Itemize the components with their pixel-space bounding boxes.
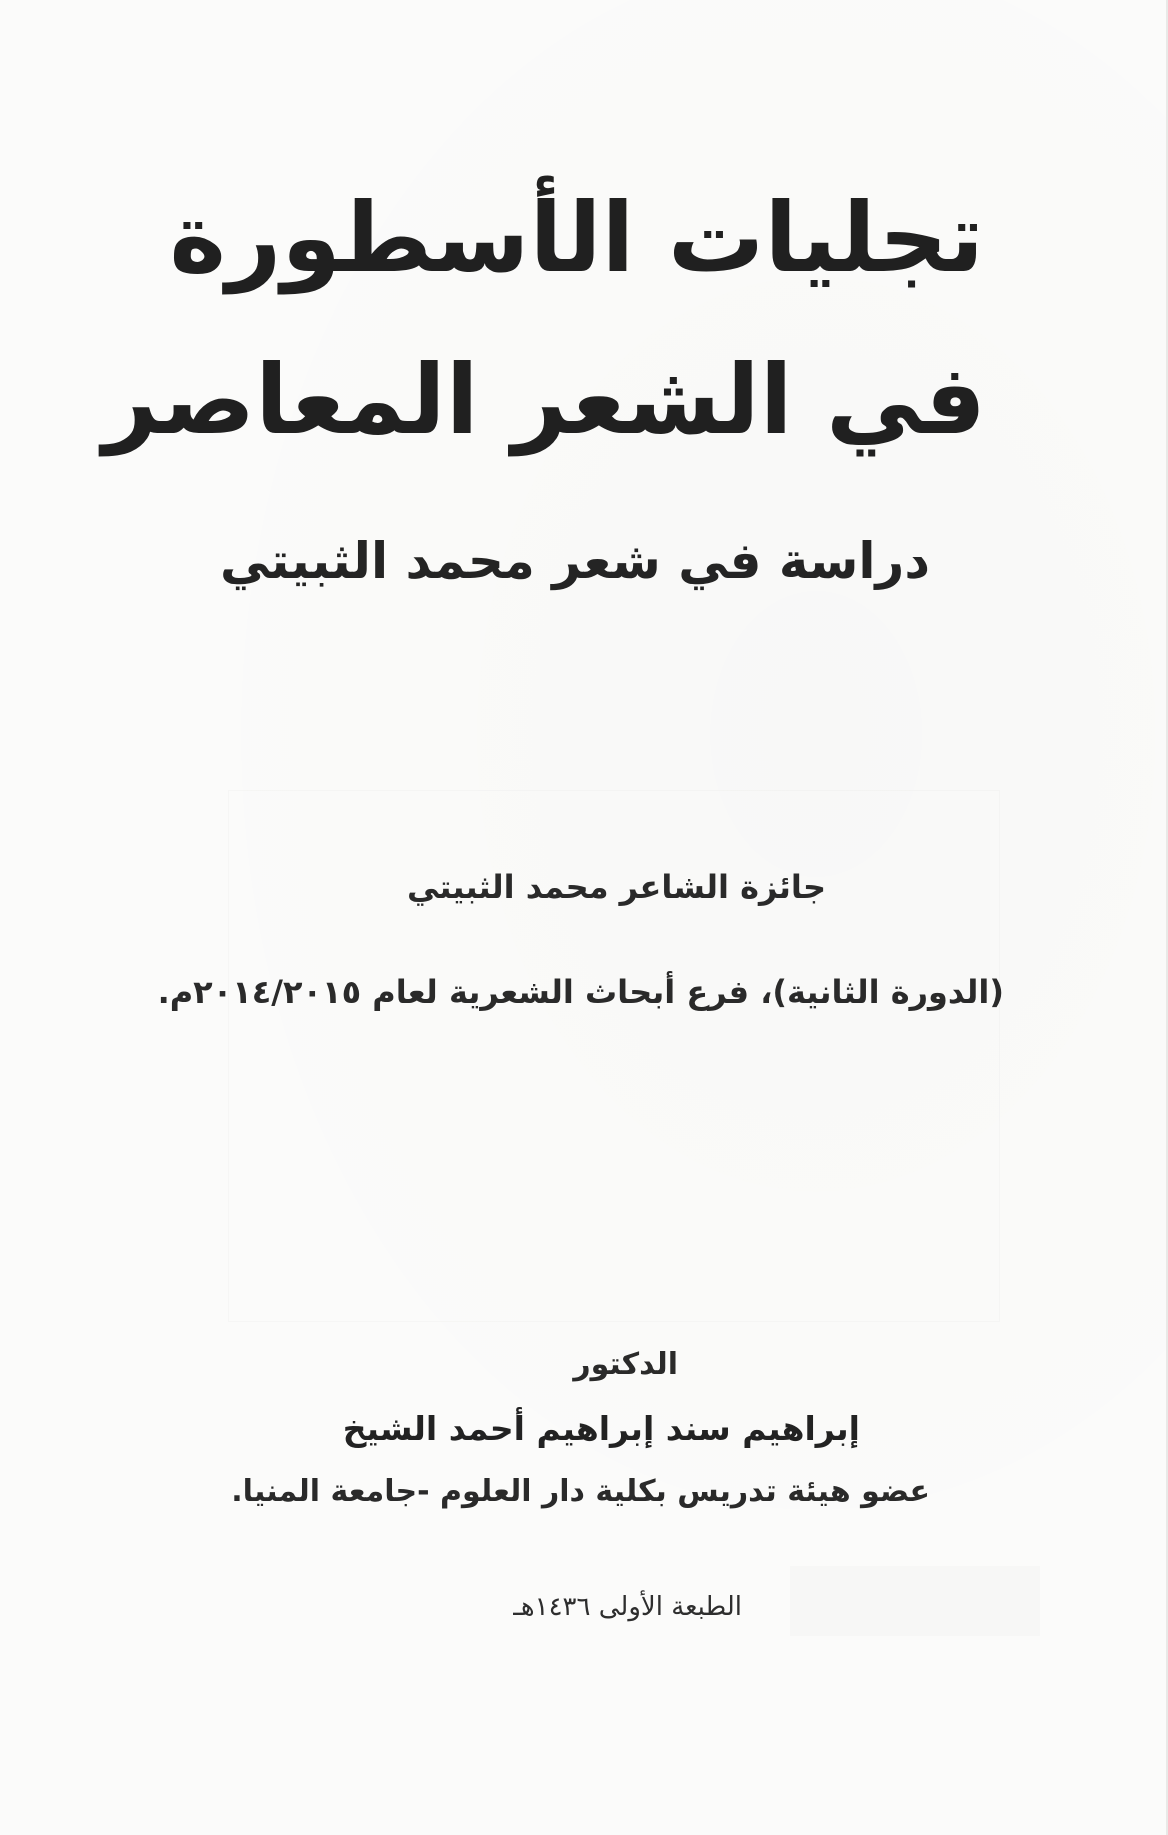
edition-note: الطبعة الأولى ١٤٣٦هـ [513, 1592, 742, 1622]
author-rank: الدكتور [573, 1347, 678, 1382]
prize-name: جائزة الشاعر محمد الثبيتي [406, 868, 826, 906]
show-through-block [790, 1566, 1040, 1636]
prize-session: (الدورة الثانية)، فرع أبحاث الشعرية لعام ٢٠١٤/٢٠١٥م. [157, 973, 1004, 1011]
author-name: إبراهيم سند إبراهيم أحمد الشيخ [342, 1409, 860, 1448]
book-title-line-1: تجليات الأسطورة [169, 182, 984, 294]
book-subtitle: دراسة في شعر محمد الثبيتي [219, 532, 930, 590]
author-affiliation: عضو هيئة تدريس بكلية دار العلوم -جامعة المنيا. [231, 1474, 930, 1509]
book-title-line-2: في الشعر المعاصر [102, 344, 986, 456]
